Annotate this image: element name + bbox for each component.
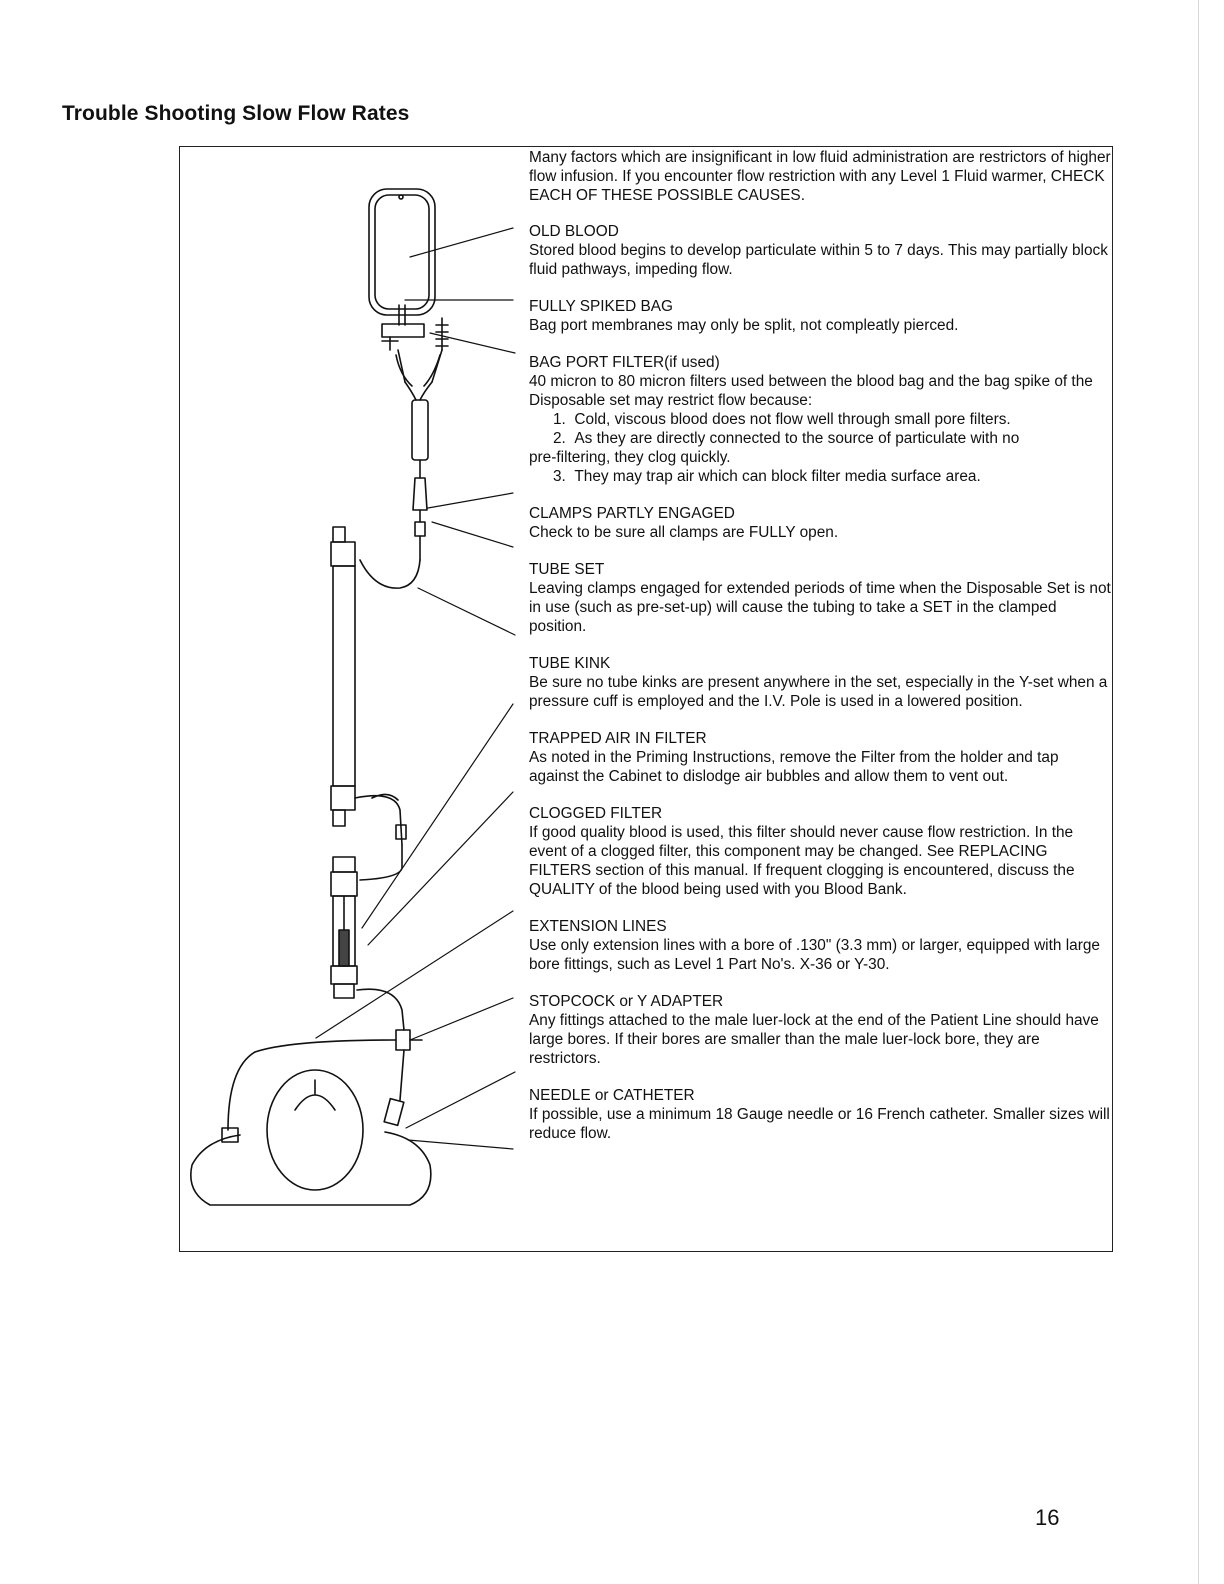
leader-lines [316, 228, 515, 1149]
section-heading: NEEDLE or CATHETER [529, 1087, 695, 1104]
list-item-text: Cold, viscous blood does not flow well through small pore filters. [574, 411, 1011, 428]
section-body: 40 micron to 80 micron filters used between the blood bag and the bag spike of the Disposable set may restrict flow because: [529, 373, 1093, 409]
heat-exchanger-icon [331, 527, 355, 826]
list-item [529, 429, 1111, 448]
section-heading: TRAPPED AIR IN FILTER [529, 730, 707, 747]
section-heading: BAG PORT FILTER(if used) [529, 354, 720, 371]
list-item [529, 410, 1111, 429]
page-title: Trouble Shooting Slow Flow Rates [62, 102, 410, 126]
section-heading: STOPCOCK or Y ADAPTER [529, 993, 724, 1010]
section-trapped-air-in-filter [529, 729, 1111, 786]
list-item [529, 467, 1111, 486]
section-stopcock-or-y-adapter [529, 992, 1111, 1068]
section-body: Leaving clamps engaged for extended periods of time when the Disposable Set is not in use (such as pre-set-up) will cause the tubing to take a SET in the clamped position. [529, 580, 1111, 635]
section-heading: FULLY SPIKED BAG [529, 298, 673, 315]
section-old-blood [529, 222, 1111, 279]
patient-icon [191, 1070, 431, 1205]
list-item-number: 3. [553, 468, 566, 485]
section-clamps-partly-engaged [529, 504, 1111, 542]
section-body: Any fittings attached to the male luer-lock at the end of the Patient Line should have large bores. If their bores are smaller than the male luer-lock bore, they are restrictors. [529, 1012, 1099, 1067]
section-tube-kink [529, 654, 1111, 711]
section-body: Check to be sure all clamps are FULLY open. [529, 524, 839, 541]
bag-spike-icon [382, 318, 448, 386]
tubing-middle-icon [355, 794, 406, 880]
section-body: If good quality blood is used, this filter should never cause flow restriction. In the event of a clogged filter, this component may be changed. See REPLACING FILTERS section of this manual. If frequent clogging is encountered, discuss the QUALITY of the blood being used with you Blood Bank. [529, 824, 1075, 898]
section-bag-port-filter [529, 353, 1111, 486]
section-heading: TUBE SET [529, 561, 605, 578]
page-edge-rule [1198, 0, 1199, 1584]
section-body: Bag port membranes may only be split, not compleatly pierced. [529, 317, 959, 334]
page-number: 16 [1035, 1505, 1060, 1530]
section-body: Be sure no tube kinks are present anywhere in the set, especially in the Y-set when a pressure cuff is employed and the I.V. Pole is used in a lowered position. [529, 674, 1108, 710]
section-needle-or-catheter [529, 1086, 1111, 1143]
infusion-set-diagram [180, 147, 530, 1247]
drip-chamber-icon [405, 382, 432, 560]
section-body: Stored blood begins to develop particulate within 5 to 7 days. This may partially block fluid pathways, impeding flow. [529, 242, 1108, 278]
section-heading: TUBE KINK [529, 655, 611, 672]
troubleshooting-text [529, 148, 1111, 1161]
list-item-number: 1. [553, 411, 566, 428]
patient-line-icon [222, 989, 422, 1142]
list-item-continuation: pre-filtering, they clog quickly. [529, 449, 731, 466]
section-clogged-filter [529, 804, 1111, 899]
section-heading: CLAMPS PARTLY ENGAGED [529, 505, 735, 522]
section-body: If possible, use a minimum 18 Gauge needle or 16 French catheter. Smaller sizes will reduce flow. [529, 1106, 1110, 1142]
list-item-text: They may trap air which can block filter media surface area. [574, 468, 981, 485]
section-tube-set [529, 560, 1111, 636]
list-item-number: 2. [553, 430, 566, 447]
section-heading: EXTENSION LINES [529, 918, 667, 935]
tubing-upper-icon [360, 560, 420, 588]
intro-paragraph: Many factors which are insignificant in low fluid administration are restrictors of higher flow infusion. If you encounter flow restriction with any Level 1 Fluid warmer, CHECK EACH OF THESE POSSIBLE CAUSES. [529, 149, 1111, 204]
gas-vent-filter-icon [331, 857, 357, 998]
blood-bag-icon [369, 189, 435, 325]
list-item-text: As they are directly connected to the source of particulate with no [574, 430, 1020, 447]
section-fully-spiked-bag [529, 297, 1111, 335]
section-heading: CLOGGED FILTER [529, 805, 663, 822]
section-extension-lines [529, 917, 1111, 974]
section-body: As noted in the Priming Instructions, remove the Filter from the holder and tap against the Cabinet to dislodge air bubbles and allow them to vent out. [529, 749, 1059, 785]
section-body: Use only extension lines with a bore of .130" (3.3 mm) or larger, equipped with large bore fittings, such as Level 1 Part No's. X-36 or Y-30. [529, 937, 1100, 973]
section-heading: OLD BLOOD [529, 223, 619, 240]
